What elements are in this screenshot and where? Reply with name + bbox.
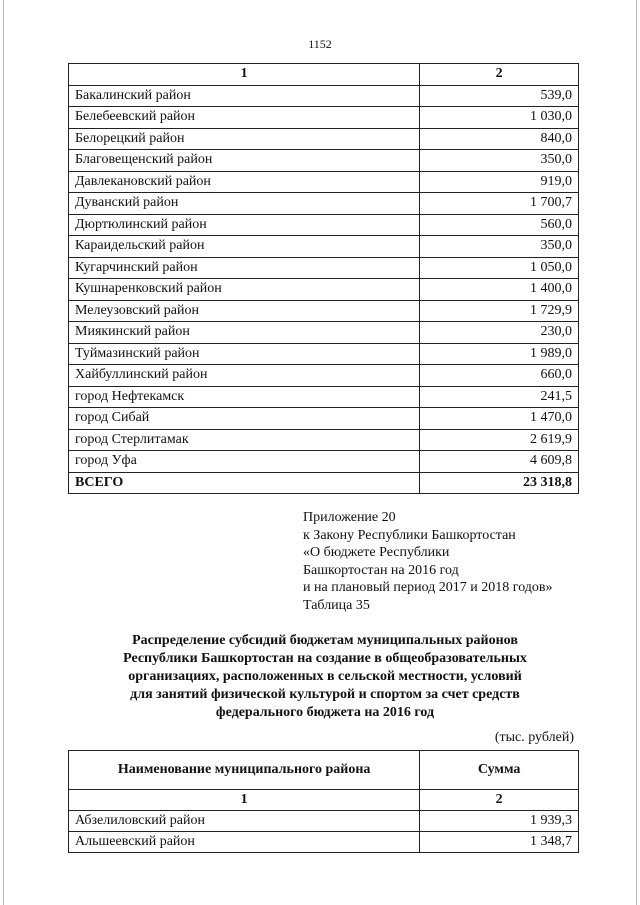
subsidy-amount: 2 619,9 [420,429,579,451]
district-name: город Стерлитамак [69,429,420,451]
table-row [69,429,579,451]
table-row [69,171,579,193]
subsidy-amount: 1 700,7 [420,193,579,215]
table-row [69,365,579,387]
district-name: Туймазинский район [69,343,420,365]
district-name: город Нефтекамск [69,386,420,408]
subsidy-amount: 560,0 [420,214,579,236]
table-row [69,85,579,107]
district-name: Дуванский район [69,193,420,215]
table-row [69,386,579,408]
district-name: Белорецкий район [69,128,420,150]
subsidy-amount: 660,0 [420,365,579,387]
column-number-row [69,790,579,811]
appendix-line: Башкортостан на 2016 год [303,562,459,578]
column-number: 1 [69,64,420,86]
district-name: Мелеузовский район [69,300,420,322]
page-number: 1152 [308,37,332,51]
district-name: Хайбуллинский район [69,365,420,387]
subsidy-table-continued [68,63,579,494]
table-row [69,451,579,473]
subsidy-amount: 1 050,0 [420,257,579,279]
subsidy-amount: 539,0 [420,85,579,107]
table-row [69,300,579,322]
subsidy-amount: 840,0 [420,128,579,150]
total-amount: 23 318,8 [420,472,579,494]
table-row [69,811,579,832]
subsidy-amount: 4 609,8 [420,451,579,473]
subsidy-amount: 919,0 [420,171,579,193]
subsidy-amount: 1 400,0 [420,279,579,301]
subsidy-amount: 1 348,7 [420,832,579,853]
table-row [69,107,579,129]
subsidy-amount: 241,5 [420,386,579,408]
subsidy-amount: 1 729,9 [420,300,579,322]
district-name: Белебеевский район [69,107,420,129]
subsidy-table-35 [68,750,579,853]
column-header-amount: Сумма [420,751,579,790]
subsidy-amount: 1 030,0 [420,107,579,129]
appendix-line: и на плановый период 2017 и 2018 годов» [303,580,553,595]
district-name: Давлекановский район [69,171,420,193]
subsidy-amount: 230,0 [420,322,579,344]
header-row [69,751,579,790]
district-name: Кушнаренковский район [69,279,420,301]
subsidy-amount: 1 470,0 [420,408,579,430]
appendix-line: Таблица 35 [303,597,370,613]
district-name: Дюртюлинский район [69,214,420,236]
column-number: 2 [420,64,579,86]
table-row [69,279,579,301]
table-row [69,257,579,279]
appendix-line: Приложение 20 [303,510,396,525]
appendix-reference [303,509,553,614]
district-name: Кугарчинский район [69,257,420,279]
district-name: город Уфа [69,451,420,473]
title-line: Республики Башкортостан на создание в общеобразовательных [123,651,527,666]
table-row [69,832,579,853]
district-name: город Сибай [69,408,420,430]
table-row [69,193,579,215]
district-name: Благовещенский район [69,150,420,172]
district-name: Караидельский район [69,236,420,258]
table-row [69,343,579,365]
district-name: Бакалинский район [69,85,420,107]
title-line: федерального бюджета на 2016 год [215,705,435,720]
scan-edge-right [636,0,637,905]
table-title [70,632,580,722]
district-name: Абзелиловский район [69,811,420,832]
subsidy-amount: 350,0 [420,236,579,258]
district-name: Миякинский район [69,322,420,344]
column-number: 1 [69,790,420,811]
total-row [69,472,579,494]
title-line: Распределение субсидий бюджетам муниципальных районов [132,633,518,648]
table-row [69,128,579,150]
district-name: Альшеевский район [69,832,420,853]
title-line: для занятий физической культурой и спортом за счет средств [130,687,520,702]
column-number: 2 [420,790,579,811]
subsidy-amount: 350,0 [420,150,579,172]
table-row [69,214,579,236]
subsidy-amount: 1 939,3 [420,811,579,832]
units-label: (тыс. рублей) [494,730,574,745]
appendix-line: «О бюджете Республики [303,545,450,560]
appendix-line: к Закону Республики Башкортостан [303,527,516,543]
title-line: организациях, расположенных в сельской местности, условий [128,669,522,684]
scan-edge-left [3,0,4,905]
table-row [69,236,579,258]
column-header-district: Наименование муниципального района [69,751,420,790]
total-label: ВСЕГО [69,472,420,494]
column-number-row [69,64,579,86]
table-row [69,150,579,172]
table-row [69,322,579,344]
table-row [69,408,579,430]
subsidy-amount: 1 989,0 [420,343,579,365]
